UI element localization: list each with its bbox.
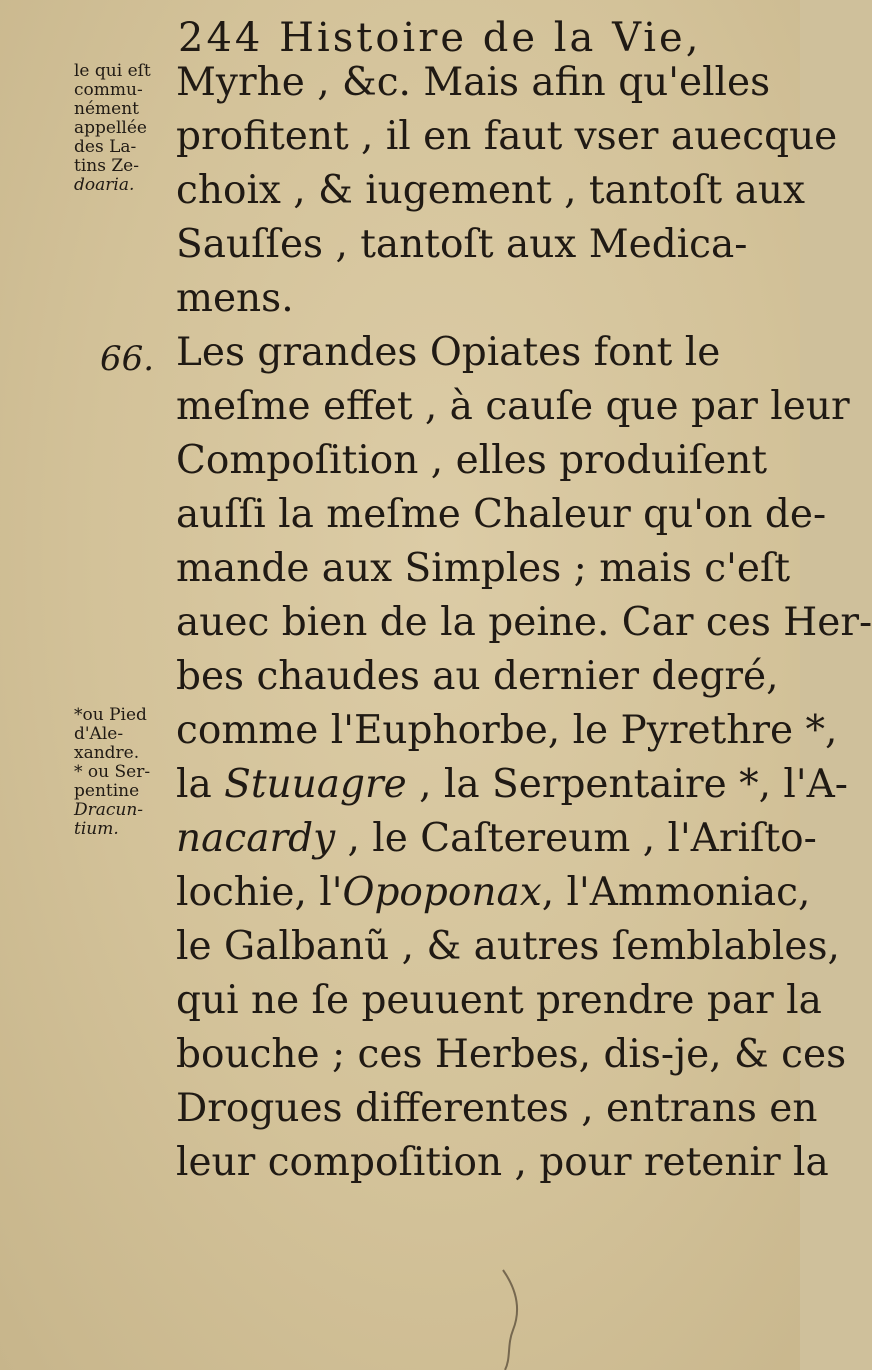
text-line: choix , & iugement , tantoſt aux <box>176 168 805 213</box>
text-line: leur compoſition , pour retenir la <box>176 1140 829 1185</box>
margin-note-line: xandre. <box>74 743 140 763</box>
text-line <box>176 866 811 920</box>
text-run: , la Serpentaire *, l'A- <box>406 762 848 807</box>
margin-note-line: d'Ale- <box>74 724 124 744</box>
text-run: la <box>176 762 225 807</box>
text-line: mande aux Simples ; mais c'eſt <box>176 546 791 591</box>
italic-term: Opoponax <box>342 870 542 915</box>
text-line: le Galbanũ , & autres ſemblables, <box>176 924 840 969</box>
text-line: Drogues differentes , entrans en <box>176 1086 818 1131</box>
text-run: , l'Ammoniac, <box>541 870 811 915</box>
text-line: bes chaudes au dernier degré, <box>176 654 779 699</box>
text-line: Myrhe , &c. Mais afin qu'elles <box>176 60 771 105</box>
margin-note-line: doaria. <box>74 175 135 195</box>
text-line: Les grandes Opiates font le <box>176 330 721 375</box>
margin-note-line: des La- <box>74 137 137 157</box>
margin-note-line: commu- <box>74 80 143 100</box>
margin-note-line: nément <box>74 99 139 119</box>
text-line <box>176 758 848 812</box>
margin-note-line: Dracun- <box>74 800 144 820</box>
margin-note-line: le qui eſt <box>74 61 151 81</box>
margin-note-line: *ou Pied <box>74 705 147 725</box>
text-line: auſſi la meſme Chaleur qu'on de- <box>176 492 827 537</box>
text-line: profitent , il en faut vser auecque <box>176 114 838 159</box>
italic-term: Stuuagre <box>224 762 407 807</box>
ink-stroke-mark <box>495 1270 535 1370</box>
running-header: 244 Histoire de la Vie, <box>178 15 702 61</box>
text-run: , le Caſtereum , l'Ariſto- <box>335 816 817 861</box>
text-line: qui ne ſe peuuent prendre par la <box>176 978 822 1023</box>
margin-note-line: appellée <box>74 118 147 138</box>
text-line: Compoſition , elles produiſent <box>176 438 768 483</box>
italic-term: nacardy <box>176 816 336 861</box>
text-run: lochie, l' <box>176 870 343 915</box>
margin-note-line: pentine <box>74 781 140 801</box>
text-line: meſme effet , à cauſe que par leur <box>176 384 850 429</box>
margin-note-zedoaria <box>74 62 174 195</box>
margin-note-pyrethre <box>74 706 174 839</box>
text-line: Sauſſes , tantoſt aux Medica- <box>176 222 748 267</box>
text-line: bouche ; ces Herbes, dis-je, & ces <box>176 1032 847 1077</box>
margin-note-line: * ou Ser- <box>74 762 151 782</box>
text-line: auec bien de la peine. Car ces Her- <box>176 600 872 645</box>
paragraph-number: 66. <box>100 339 155 379</box>
margin-note-line: tium. <box>74 819 119 839</box>
text-line: comme l'Euphorbe, le Pyrethre *, <box>176 708 838 753</box>
text-line <box>176 812 817 866</box>
text-line: mens. <box>176 276 294 321</box>
margin-note-line: tins Ze- <box>74 156 139 176</box>
